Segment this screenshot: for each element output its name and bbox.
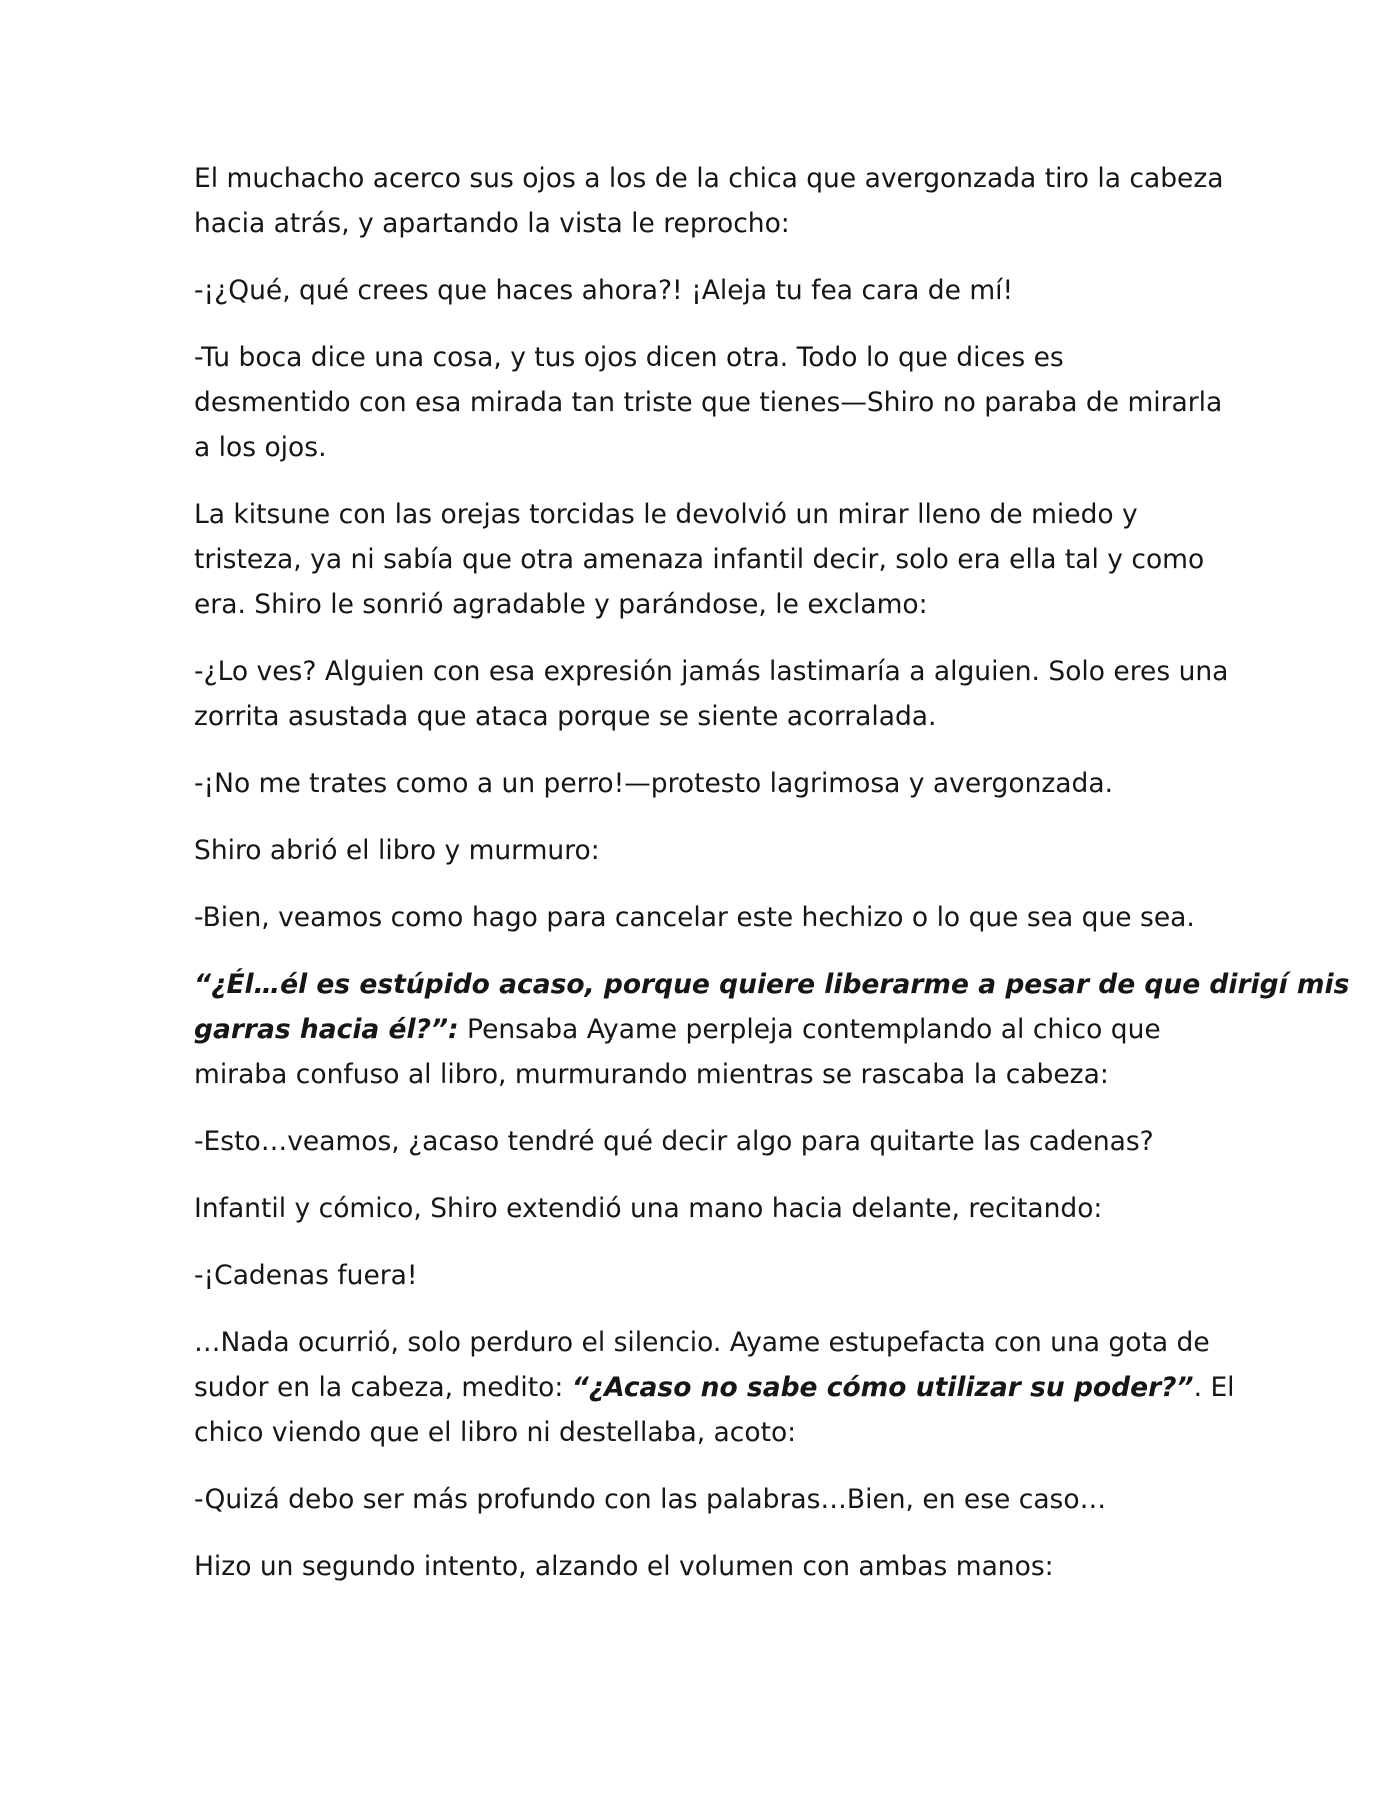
paragraph-14 [194,1477,1214,1522]
text-line: chico viendo que el libro ni destellaba, acoto: [194,1417,797,1448]
paragraph-2 [194,268,1214,313]
paragraph-13 [194,1320,1235,1455]
text-line [194,962,1350,1007]
document-page [194,156,1350,1611]
text-line: …Nada ocurrió, solo perduro el silencio. Ayame estupefacta con una gota de [194,1327,1210,1358]
italic-thought: “¿Él…él es estúpido acaso, porque quiere liberarme a pesar de que dirigí mis [194,969,1350,1000]
paragraph-7 [194,828,1214,873]
text-line: El muchacho acerco sus ojos a los de la chica que avergonzada tiro la cabeza [194,163,1224,194]
text-run: Pensaba Ayame perpleja contemplando al chico que [458,1014,1161,1045]
text-line: desmentido con esa mirada tan triste que tienes—Shiro no paraba de mirarla [194,387,1223,418]
text-line: -Bien, veamos como hago para cancelar este hechizo o lo que sea que sea. [194,902,1195,933]
paragraph-10 [194,1119,1214,1164]
text-line: Hizo un segundo intento, alzando el volumen con ambas manos: [194,1551,1054,1582]
text-line: -Esto…veamos, ¿acaso tendré qué decir algo para quitarte las cadenas? [194,1126,1154,1157]
text-line: -¡Cadenas fuera! [194,1260,418,1291]
paragraph-5 [194,649,1229,739]
paragraph-11 [194,1186,1214,1231]
text-line: -Quizá debo ser más profundo con las palabras…Bien, en ese caso… [194,1484,1107,1515]
text-line: a los ojos. [194,432,327,463]
paragraph-6 [194,761,1214,806]
text-line [194,1365,1235,1410]
text-run: . El [1193,1372,1235,1403]
text-line: -¡¿Qué, qué crees que haces ahora?! ¡Aleja tu fea cara de mí! [194,275,1014,306]
italic-thought: “¿Acaso no sabe cómo utilizar su poder?” [571,1372,1194,1403]
text-line: Shiro abrió el libro y murmuro: [194,835,600,866]
paragraph-3 [194,335,1223,470]
text-line: miraba confuso al libro, murmurando mientras se rascaba la cabeza: [194,1059,1109,1090]
text-run: sudor en la cabeza, medito: [194,1372,572,1403]
paragraph-12 [194,1253,1214,1298]
text-line: era. Shiro le sonrió agradable y parándose, le exclamo: [194,589,928,620]
text-line: tristeza, ya ni sabía que otra amenaza infantil decir, solo era ella tal y como [194,544,1205,575]
text-line: -Tu boca dice una cosa, y tus ojos dicen otra. Todo lo que dices es [194,342,1064,373]
paragraph-15 [194,1544,1214,1589]
italic-thought: garras hacia él?”: [194,1014,459,1045]
text-line [194,1007,1214,1052]
paragraph-1 [194,156,1224,246]
text-line: -¡No me trates como a un perro!—protesto lagrimosa y avergonzada. [194,768,1114,799]
paragraph-9 [194,962,1350,1097]
paragraph-8 [194,895,1214,940]
text-line: -¿Lo ves? Alguien con esa expresión jamás lastimaría a alguien. Solo eres una [194,656,1229,687]
text-line: hacia atrás, y apartando la vista le reprocho: [194,208,790,239]
text-line: Infantil y cómico, Shiro extendió una mano hacia delante, recitando: [194,1193,1103,1224]
text-line: zorrita asustada que ataca porque se siente acorralada. [194,701,937,732]
paragraph-4 [194,492,1214,627]
text-line: La kitsune con las orejas torcidas le devolvió un mirar lleno de miedo y [194,499,1138,530]
